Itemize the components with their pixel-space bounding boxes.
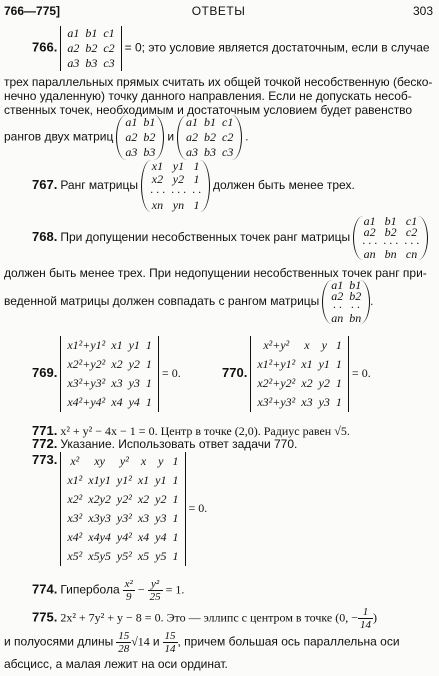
page-header: [4, 4, 433, 20]
matrix-cell: y5²: [116, 549, 132, 563]
text-line: ственных точек, необходимым и достаточным условием будет равенство: [4, 103, 413, 117]
matrix-cell: c3: [222, 145, 234, 159]
equation-tail: = 1.: [165, 582, 185, 597]
matrix-cell: y3: [318, 395, 330, 409]
matrix-cell: a3: [125, 145, 138, 159]
matrix-cell: x1: [301, 357, 313, 371]
matrix-cell: · · ·: [170, 185, 186, 199]
matrix-cell: c1: [222, 115, 234, 129]
fraction: $\frac{1}{14}$: [360, 606, 372, 631]
matrix-cell: x3: [301, 395, 313, 409]
matrix-cell: c1: [103, 26, 115, 40]
matrix-cell: · ·: [191, 185, 201, 199]
matrix-cell: x5y5: [88, 549, 111, 563]
matrix-cell: a1: [331, 278, 344, 292]
matrix-cell: 1: [172, 530, 179, 544]
matrix-cell: b2: [384, 225, 397, 239]
matrix-cell: y3²: [116, 511, 132, 525]
matrix-cell: x3: [137, 511, 150, 525]
matrix-cell: x2y2: [88, 492, 111, 506]
fraction: $\frac{\text{y²}}{25}$: [149, 578, 161, 603]
text-line: трех параллельных прямых считать их общей точкой несобственную (беско-: [4, 75, 433, 89]
problem-number: 769.: [32, 364, 58, 380]
text-line: Указание. Использовать ответ задачи 770.: [60, 437, 298, 451]
matrix-cell: x2²: [67, 492, 83, 506]
problem-number: 770.: [222, 364, 248, 380]
matrix-cell: c1: [405, 214, 418, 228]
matrix-cell: b2: [143, 130, 156, 144]
text-line: x² + y² − 4x − 1 = 0. Центр в точке (2,0). Радиус равен √5.: [60, 424, 350, 438]
determinant-769: [60, 336, 159, 412]
matrix-cell: y5: [155, 549, 167, 563]
matrix-766-a: [116, 115, 164, 160]
matrix-cell: · · ·: [383, 236, 399, 250]
matrix-cell: a2: [125, 130, 138, 144]
problem-number: 775.: [32, 609, 58, 625]
matrix-cell: y3: [155, 511, 167, 525]
text-line: абсцисс, а малая лежит на оси ординат.: [4, 657, 228, 671]
header-title: ОТВЕТЫ: [191, 4, 246, 18]
matrix-cell: x1: [111, 338, 123, 352]
matrix-cell: x2: [111, 357, 123, 371]
problem-774: [32, 578, 184, 603]
matrix-cell: · ·: [332, 300, 342, 314]
matrix-cell: a3: [67, 56, 80, 70]
matrix-cell: y²: [119, 454, 129, 468]
matrix-cell: a2: [331, 289, 344, 303]
matrix-cell: x2: [137, 492, 150, 506]
determinant-770: [250, 336, 349, 412]
matrix-cell: c3: [103, 56, 115, 70]
matrix-cell: 1: [172, 511, 179, 525]
matrix-cell: an: [363, 247, 376, 261]
matrix-cell: b3: [85, 56, 98, 70]
text-line: = 0; это условие является достаточным, если в случае: [124, 40, 430, 55]
problem-number: 771.: [32, 423, 58, 438]
matrix-cell: xn: [151, 198, 164, 212]
matrix-cell: 1: [335, 376, 342, 390]
text-line: и полуосями длины: [4, 634, 114, 649]
matrix-cell: y1²: [116, 473, 132, 487]
matrix-cell: y4²: [116, 530, 132, 544]
matrix-cell: x4²+y4²: [67, 395, 106, 409]
equation-tail: = 0.: [188, 500, 208, 515]
matrix-768-a: [353, 216, 428, 260]
problem-766: [32, 26, 430, 71]
matrix-cell: 1: [145, 357, 152, 371]
matrix-cell: 1: [172, 492, 179, 506]
matrix-cell: x: [140, 454, 147, 468]
matrix-cell: x1: [137, 473, 150, 487]
matrix-cell: a3: [186, 145, 199, 159]
text-line: веденной матрицы должен совпадать с рангом матрицы: [4, 293, 320, 308]
matrix-cell: 1: [145, 376, 152, 390]
matrix-cell: c2: [222, 130, 234, 144]
matrix-cell: y3: [128, 376, 140, 390]
matrix-cell: y4: [128, 395, 140, 409]
matrix-cell: c2: [405, 225, 418, 239]
matrix-cell: 1: [172, 454, 179, 468]
problem-775: [32, 606, 377, 631]
conjunction: и: [152, 634, 160, 649]
matrix-cell: x5: [137, 549, 150, 563]
matrix-cell: x²: [70, 454, 80, 468]
problem-775-line2: [4, 630, 400, 655]
page-number: 303: [412, 4, 433, 18]
matrix-cell: x3y3: [88, 511, 111, 525]
matrix-cell: b1: [85, 26, 98, 40]
matrix-cell: · · ·: [149, 185, 165, 199]
matrix-cell: 1: [172, 473, 179, 487]
matrix-cell: x5²: [67, 549, 83, 563]
matrix-cell: x2²+y2²: [257, 376, 296, 390]
matrix-cell: 1: [193, 198, 200, 212]
matrix-cell: x2: [301, 376, 313, 390]
root: √14: [131, 634, 150, 649]
matrix-cell: y2: [318, 376, 330, 390]
matrix-cell: y: [321, 338, 327, 352]
matrix-cell: b1: [143, 115, 156, 129]
matrix-cell: b1: [384, 214, 397, 228]
matrix-cell: x1²+y1²: [257, 357, 296, 371]
matrix-cell: a2: [186, 130, 199, 144]
text-line: При допущении несобственных точек ранг матрицы: [60, 229, 351, 244]
determinant-773: [60, 452, 185, 566]
matrices-766: рангов двух матриц a1 b1 a2 b2 a3 b3 и a1 b1 c1 a2 b2 c2 a3 b3 c3 .: [4, 115, 249, 159]
matrix-cell: 1: [172, 549, 179, 563]
matrix-cell: b3: [204, 145, 217, 159]
problem-770: [222, 336, 371, 412]
matrix-cell: a1: [186, 115, 199, 129]
matrix-cell: xy: [94, 454, 105, 468]
matrix-cell: b3: [143, 145, 156, 159]
matrix-cell: x1y1: [88, 473, 111, 487]
matrix-cell: x4²: [67, 530, 83, 544]
matrix-cell: a1: [67, 26, 80, 40]
text-line: нечно удаленную) точку данного направления. Если не допускать несоб-: [4, 89, 412, 103]
matrix-768-b: [322, 280, 370, 324]
problem-767: [32, 160, 355, 212]
matrix-cell: a2: [67, 41, 80, 55]
matrix-cell: x4y4: [88, 530, 111, 544]
problem-773: [32, 452, 207, 566]
matrix-cell: 1: [145, 395, 152, 409]
matrix-cell: 1: [335, 357, 342, 371]
matrix-cell: x3²: [67, 511, 83, 525]
fraction: $\frac{15}{14}$: [164, 630, 176, 655]
matrix-cell: a1: [125, 115, 138, 129]
matrix-cell: y2: [128, 357, 140, 371]
text-line: должен быть менее трех. При недопущении несобственных точек ранг при-: [4, 266, 427, 280]
point-close: ): [373, 610, 378, 625]
conjunction: и: [167, 129, 175, 144]
matrix-cell: 1: [193, 159, 200, 173]
matrix-cell: x: [304, 338, 310, 352]
matrix-cell: x1²+y1²: [67, 338, 106, 352]
text-line: , причем большая ось параллельна оси: [177, 634, 400, 649]
matrix-cell: y: [158, 454, 164, 468]
equation-tail: = 0.: [351, 365, 371, 380]
matrix-cell: y1: [155, 473, 167, 487]
matrix-cell: x2: [151, 172, 164, 186]
matrix-cell: 1: [193, 172, 200, 186]
matrix-cell: yn: [172, 198, 185, 212]
text-line: должен быть менее трех.: [212, 177, 355, 192]
matrix-cell: · ·: [350, 300, 360, 314]
matrix-cell: b1: [349, 278, 362, 292]
matrix-cell: a1: [363, 214, 376, 228]
equation-tail: = 0.: [161, 365, 181, 380]
matrix-cell: a2: [363, 225, 376, 239]
text-line: 2x² + 7y² + y − 8 = 0. Это — эллипс с центром в точке: [60, 610, 333, 625]
matrix-cell: bn: [384, 247, 397, 261]
matrix-766-b: [177, 115, 242, 160]
matrix-cell: y1: [318, 357, 330, 371]
matrix-cell: b2: [85, 41, 98, 55]
matrix-cell: x1²: [67, 473, 83, 487]
matrix-cell: 1: [145, 338, 152, 352]
problem-number: 772.: [32, 436, 58, 451]
matrix-cell: y4: [155, 530, 167, 544]
problem-769: [32, 336, 181, 412]
matrix-cell: x4: [137, 530, 150, 544]
matrix-cell: y2: [155, 492, 167, 506]
determinant-766: [60, 26, 121, 71]
matrix-cell: 1: [335, 338, 342, 352]
matrix-cell: x3: [111, 376, 123, 390]
text-line: Ранг матрицы: [60, 177, 138, 192]
matrix-cell: x1: [151, 159, 164, 173]
header-range: 766—775]: [4, 4, 61, 18]
matrix-cell: x²+y²: [263, 338, 290, 352]
problem-number: 767.: [32, 176, 58, 192]
matrix-cell: · · ·: [404, 236, 420, 250]
problem-number: 768.: [32, 228, 58, 244]
problem-768: [32, 216, 428, 260]
matrix-cell: y2: [172, 172, 185, 186]
matrix-767: [141, 160, 210, 212]
matrix-cell: y1: [128, 338, 140, 352]
fraction: $\frac{15}{28}$: [118, 630, 130, 655]
matrix-cell: b2: [349, 289, 362, 303]
matrix-cell: y1: [172, 159, 185, 173]
matrix-cell: x4: [111, 395, 123, 409]
matrix-cell: x3²+y3²: [67, 376, 106, 390]
matrix-cell: c2: [103, 41, 115, 55]
problem-772: [32, 436, 297, 452]
matrix-cell: an: [331, 311, 344, 325]
matrix-cell: bn: [349, 311, 362, 325]
matrix-cell: cn: [405, 247, 418, 261]
matrix-cell: b2: [204, 130, 217, 144]
problem-number: 766.: [32, 39, 58, 55]
matrix-cell: 1: [335, 395, 342, 409]
text-line: рангов двух матриц: [4, 129, 114, 144]
matrix-cell: x3²+y3²: [257, 395, 296, 409]
operator: −: [137, 582, 145, 597]
matrix-cell: b1: [204, 115, 217, 129]
fraction: $\frac{\text{x²}}{9}$: [124, 578, 133, 603]
matrix-cell: · · ·: [362, 236, 378, 250]
text-line: Гипербола: [60, 582, 120, 597]
problem-768-line3: веденной матрицы должен совпадать с рангом матрицы a1 b1 a2 b2 · · · · an bn .: [4, 278, 374, 325]
problem-number: 773.: [32, 452, 58, 467]
matrix-cell: y2²: [116, 492, 132, 506]
matrix-cell: x2²+y2²: [67, 357, 106, 371]
problem-number: 774.: [32, 581, 58, 597]
point-open: (0, −: [335, 610, 359, 625]
